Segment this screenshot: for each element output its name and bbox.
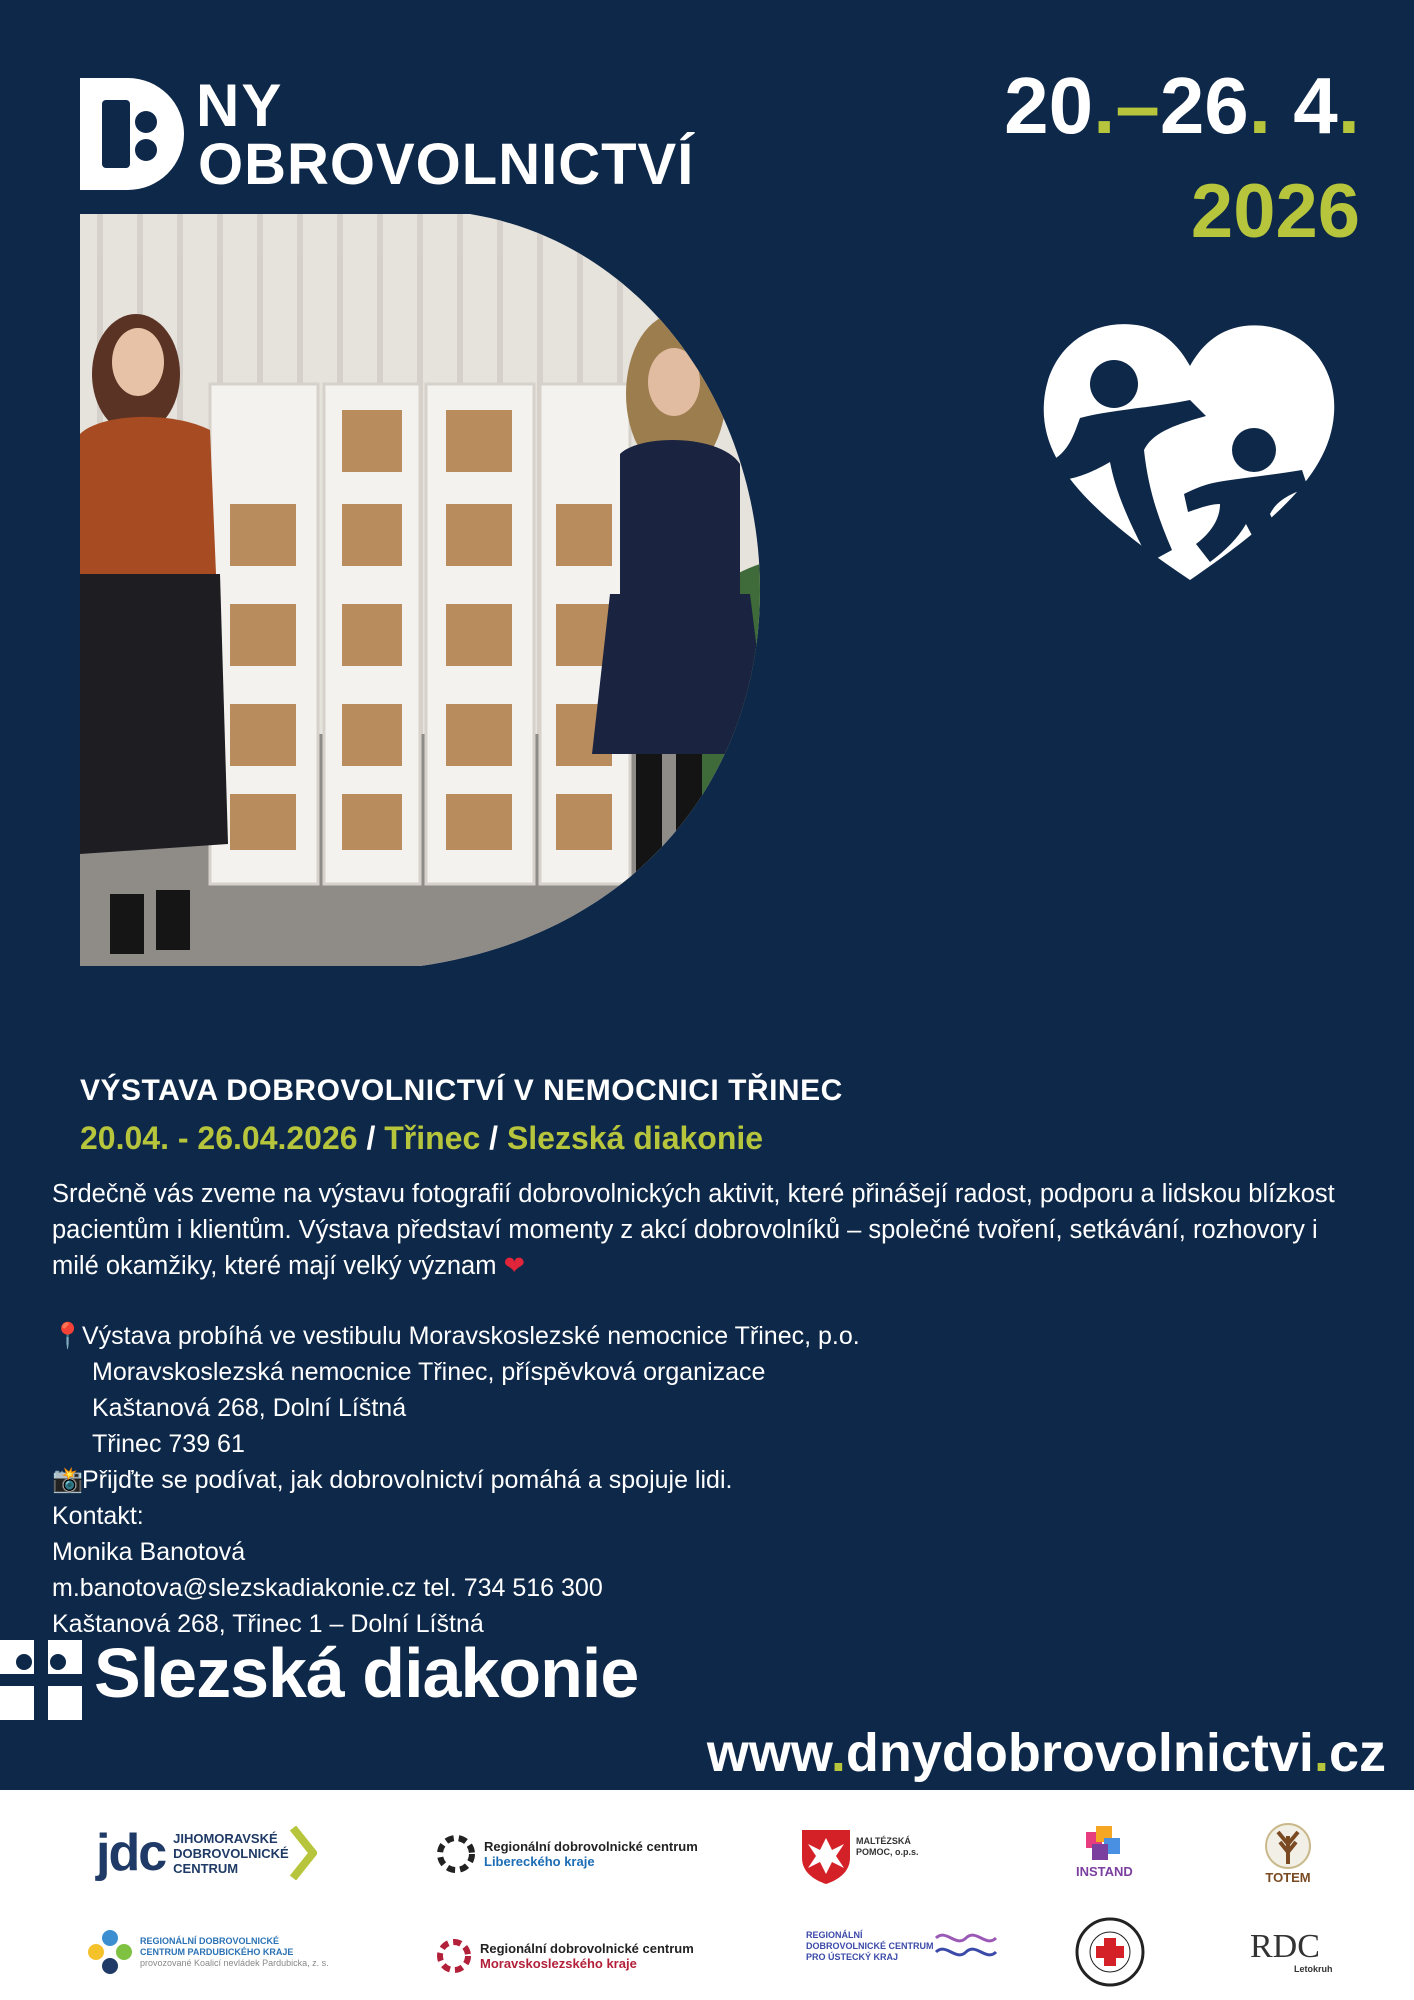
website-dot: . <box>1313 1723 1329 1783</box>
date-day-start: 20 <box>1004 61 1094 150</box>
partner-pardubice <box>86 1928 329 1976</box>
contact-email-phone[interactable]: m.banotova@slezskadiakonie.cz tel. 734 516 300 <box>52 1574 603 1602</box>
heart-people-icon <box>1040 318 1340 590</box>
pardubice-text-line: CENTRUM PARDUBICKÉHO KRAJE <box>140 1946 294 1957</box>
diakonie-cross-icon <box>0 1640 82 1720</box>
liberec-ring-icon <box>434 1832 478 1876</box>
usti-text-line: DOBROVOLNICKÉ CENTRUM <box>806 1940 934 1951</box>
partner-liberec <box>434 1832 698 1876</box>
contact-label: Kontakt: <box>52 1502 144 1530</box>
partner-rdc <box>1250 1930 1333 1975</box>
contact-address: Kaštanová 268, Třinec 1 – Dolní Líštná <box>52 1610 484 1638</box>
location-line3: Kaštanová 268, Dolní Líštná <box>92 1394 407 1422</box>
pardubice-dots-icon <box>86 1928 134 1976</box>
partner-red-cross <box>1074 1916 1146 1988</box>
liberec-text-line: Regionální dobrovolnické centrum <box>484 1839 698 1854</box>
location-line2: Moravskoslezská nemocnice Třinec, příspěvková organizace <box>92 1358 766 1386</box>
date-dot: . <box>1248 61 1272 150</box>
partner-totem <box>1262 1820 1314 1885</box>
malta-text-line: POMOC, o.p.s. <box>856 1847 919 1857</box>
liberec-text-line: Libereckého kraje <box>484 1854 595 1869</box>
pardubice-text <box>140 1936 329 1969</box>
jdc-text-line: JIHOMORAVSKÉ <box>173 1830 278 1846</box>
location-line1: Výstava probíhá ve vestibulu Moravskoslezské nemocnice Třinec, p.o. <box>82 1322 860 1350</box>
pardubice-text-line: provozované Koalicí nevládek Pardubicka, z. s. <box>140 1957 329 1968</box>
description-text: Srdečně vás zveme na výstavu fotografií dobrovolnických aktivit, které přinášejí radost, podporu a lidskou blízkost pacientům i klientům. Výstava představí momenty z akcí dobrovolníků – společné tvoření, setkávání, rozhovory i milé okamžiky, které mají velký význam <box>52 1180 1335 1280</box>
date-dot: . <box>1337 61 1360 150</box>
contact-name: Monika Banotová <box>52 1538 246 1566</box>
website-domain: dnydobrovolnictvi <box>845 1723 1314 1783</box>
invite-row <box>52 1462 1252 1498</box>
red-cross-text <box>1074 1914 1075 1915</box>
msk-ring-icon <box>434 1936 474 1976</box>
instand-cube-icon <box>1082 1824 1126 1864</box>
event-title: VÝSTAVA DOBROVOLNICTVÍ V NEMOCNICI TŘINEC <box>80 1074 843 1107</box>
instand-text: INSTAND <box>1076 1864 1133 1879</box>
organizer-name: Slezská diakonie <box>94 1634 639 1712</box>
msk-text-line: Regionální dobrovolnické centrum <box>480 1941 694 1956</box>
partner-instand <box>1076 1824 1133 1879</box>
meta-separator: / <box>489 1120 499 1156</box>
event-city: Třinec <box>384 1120 481 1156</box>
malta-text-line: MALTÉZSKÁ <box>856 1836 911 1846</box>
jdc-text-line: CENTRUM <box>173 1860 239 1876</box>
partner-msk <box>434 1936 694 1976</box>
partner-logos-strip <box>0 1790 1414 2000</box>
event-organizer: Slezská diakonie <box>506 1120 764 1156</box>
liberec-text <box>484 1839 698 1869</box>
location-row <box>52 1318 1252 1354</box>
totem-tree-icon <box>1262 1820 1314 1870</box>
usti-text-line: REGIONÁLNÍ <box>806 1929 863 1940</box>
totem-text: TOTEM <box>1265 1870 1311 1885</box>
partner-jdc <box>96 1826 317 1880</box>
logo-text-obrovolnictvi: OBROVOLNICTVÍ <box>198 132 695 197</box>
usti-wave-icon <box>934 1926 998 1966</box>
event-photo <box>80 214 760 966</box>
invite-text: Přijďte se podívat, jak dobrovolnictví pomáhá a spojuje lidi. <box>82 1466 733 1494</box>
rdc-text: RDC <box>1250 1928 1320 1965</box>
jdc-text-line: DOBROVOLNICKÉ <box>173 1845 289 1861</box>
date-day-end: 26 <box>1159 61 1249 150</box>
red-heart-icon: ❤ <box>503 1252 525 1280</box>
website-tld: cz <box>1328 1723 1386 1783</box>
camera-icon: 📸 <box>52 1466 84 1494</box>
event-date-range <box>1004 61 1360 150</box>
partner-usti <box>806 1926 998 1966</box>
logo-d-mark-icon <box>80 78 192 190</box>
dny-dobrovolnictvi-logo <box>80 72 760 198</box>
pardubice-text-line: REGIONÁLNÍ DOBROVOLNICKÉ <box>140 1935 280 1946</box>
jdc-text <box>173 1831 289 1876</box>
usti-text <box>806 1930 934 1963</box>
jdc-mark: jdc <box>96 1824 166 1882</box>
msk-text <box>480 1941 694 1971</box>
rdc-subtext: Letokruh <box>1294 1964 1333 1974</box>
logo-text-ny: NY <box>196 72 284 139</box>
event-description <box>52 1176 1362 1284</box>
location-pin-icon: 📍 <box>52 1322 84 1350</box>
date-separator: .– <box>1093 61 1160 150</box>
usti-text-line: PRO ÚSTECKÝ KRAJ <box>806 1951 899 1962</box>
partner-malta <box>800 1828 919 1884</box>
website-dot: . <box>830 1723 846 1783</box>
website-prefix: www <box>706 1723 831 1783</box>
event-details <box>52 1318 1252 1642</box>
msk-text-line: Moravskoslezského kraje <box>480 1956 637 1971</box>
jdc-chevron-icon <box>289 1826 317 1880</box>
red-cross-badge-icon <box>1074 1916 1146 1988</box>
date-month: 4 <box>1293 61 1338 150</box>
event-dates: 20.04. - 26.04.2026 <box>80 1120 358 1156</box>
malta-text <box>856 1836 919 1858</box>
location-line4: Třinec 739 61 <box>92 1430 245 1458</box>
red-cross-text-line <box>1074 1914 1075 1915</box>
meta-separator: / <box>366 1120 376 1156</box>
maltese-cross-shield-icon <box>800 1828 852 1884</box>
event-year: 2026 <box>1190 169 1360 254</box>
event-meta <box>80 1120 763 1157</box>
website-link[interactable] <box>706 1723 1386 1783</box>
